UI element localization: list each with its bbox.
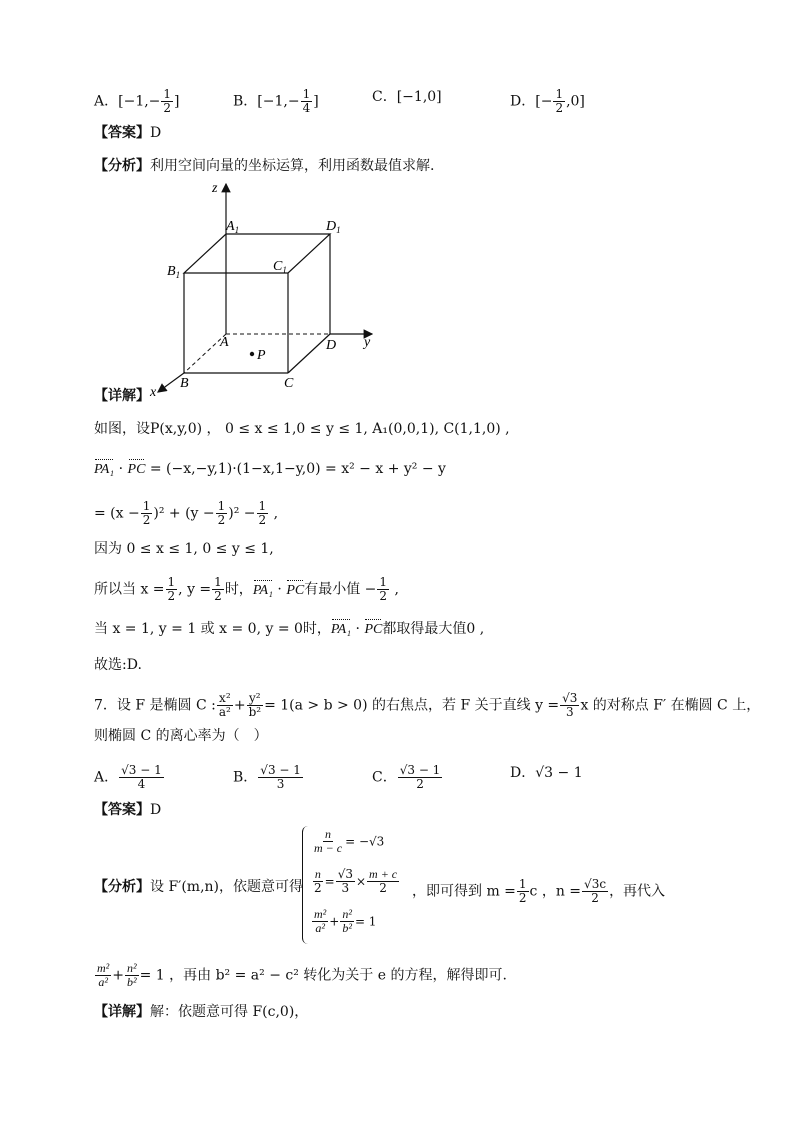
edge-CD bbox=[288, 334, 330, 373]
label-d1: $D_1$ bbox=[326, 219, 341, 235]
label-y: y bbox=[364, 335, 371, 350]
q7-option-a: A． $\frac{√3 - 1}{4}$ bbox=[94, 763, 162, 791]
q7-stem-line2: 则椭圆 C 的离心率为（ ） bbox=[94, 728, 268, 744]
q6-option-a: A．[−1,− $\frac{1}{2}$ ] bbox=[94, 87, 180, 115]
q6-detail-line6: 当 x = 1, y = 1 或 x = 0, y = 0时，PA₁ · PC都取得最大值0 , bbox=[94, 621, 485, 637]
q6-detail-tag: 【详解】 bbox=[94, 388, 150, 404]
label-c1: $C_1$ bbox=[273, 259, 287, 275]
q7-analysis-tail: ，即可得到 m = $\frac{1}{2}$ c ，n = $\frac{√3c}{2}$ ，再代入 bbox=[412, 877, 666, 905]
q7-option-b: B． $\frac{√3 - 1}{3}$ bbox=[233, 763, 301, 791]
label-a1: $A_1$ bbox=[226, 219, 240, 235]
q6-detail-line7: 故选:D. bbox=[94, 657, 142, 673]
label-a: A bbox=[220, 335, 229, 350]
q7-equation-system bbox=[302, 826, 413, 944]
q6-detail-line1: 如图，设P(x,y,0) ， 0 ≤ x ≤ 1,0 ≤ y ≤ 1, A₁(0,0,1), C(1,1,0) , bbox=[94, 421, 510, 437]
label-d: D bbox=[326, 338, 337, 353]
label-b: B bbox=[180, 376, 189, 391]
label-c: C bbox=[284, 376, 294, 391]
top-face bbox=[184, 234, 330, 273]
label-z: z bbox=[212, 181, 218, 196]
q7-option-d: D．√3 − 1 bbox=[510, 765, 583, 781]
label-x: x bbox=[150, 385, 157, 400]
q7-eq1: $\frac{n}{m - c}$ = −√3 bbox=[314, 827, 385, 855]
q7-answer: 【答案】D bbox=[94, 802, 162, 818]
label-b1: $B_1$ bbox=[167, 264, 181, 280]
q7-eq3: $\frac{\text{m²}}{\text{a²}}$ + $\frac{\text{n²}}{\text{b²}}$ = 1 bbox=[314, 907, 377, 935]
q7-stem-line1: 7．设 F 是椭圆 C : $\frac{\text{x²}}{\text{a²}}$ + $\frac{\text{y²}}{\text{b²}}$ = 1(a > b > 0) 的右焦点，若 F 关于直线 y = $\frac{√3}{3}$ x 的对称点 F′ 在椭圆 C 上， bbox=[94, 691, 761, 719]
q6-detail-line4: 因为 0 ≤ x ≤ 1, 0 ≤ y ≤ 1, bbox=[94, 541, 274, 557]
q6-detail-line2: PA₁ · PC = (−x,−y,1)·(1−x,1−y,0) = x² − x + y² − y bbox=[94, 461, 446, 477]
q7-detail: 【详解】解：依题意可得 F(c,0)， bbox=[94, 1004, 309, 1020]
point-p bbox=[250, 352, 254, 356]
q6-answer: 【答案】D bbox=[94, 125, 162, 141]
q6-detail-line3: = (x − $\frac{1}{2}$ )² + (y − $\frac{1}{2}$ )² − $\frac{1}{2}$ , bbox=[94, 499, 279, 527]
q6-detail-line5: 所以当 x = $\frac{1}{2}$ , y = $\frac{1}{2}$ 时，PA₁ · PC有最小值 − $\frac{1}{2}$ , bbox=[94, 575, 399, 603]
q7-eq2: $\frac{n}{2}$ = $\frac{√3}{3}$ × $\frac{m + c}{2}$ bbox=[314, 867, 398, 895]
cube-figure bbox=[140, 176, 390, 402]
q7-option-c: C． $\frac{√3 - 1}{2}$ bbox=[372, 763, 441, 791]
q6-option-c: C．[−1,0] bbox=[372, 89, 442, 105]
q7-analysis-lead: 【分析】设 F′(m,n)，依题意可得 bbox=[94, 879, 304, 895]
q6-option-d: D．[− $\frac{1}{2}$ ,0] bbox=[510, 87, 585, 115]
label-p: P bbox=[257, 348, 266, 363]
q7-analysis-line2: $\frac{\text{m²}}{\text{a²}}$ + $\frac{\text{n²}}{\text{b²}}$ = 1 ，再由 b² = a² − c² 转化为关于 e 的方程，解得即可. bbox=[97, 961, 507, 989]
q6-option-b: B．[−1,− $\frac{1}{4}$ ] bbox=[233, 87, 319, 115]
q6-analysis: 【分析】利用空间向量的坐标运算，利用函数最值求解. bbox=[94, 158, 435, 174]
